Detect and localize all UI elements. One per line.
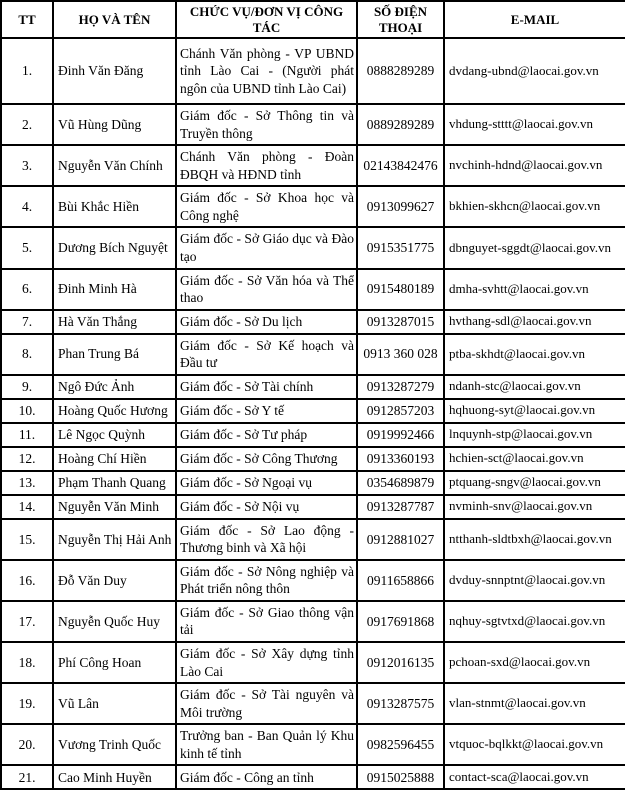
position-cell: Giám đốc - Sở Công Thương — [176, 447, 357, 471]
table-row — [1, 519, 625, 560]
position-cell: Giám đốc - Sở Tài nguyên và Môi trường — [176, 683, 357, 724]
table-row — [1, 38, 625, 104]
tt-cell: 19. — [1, 683, 53, 724]
tt-cell: 1. — [1, 38, 53, 104]
name-cell: Phạm Thanh Quang — [53, 471, 176, 495]
table-row — [1, 375, 625, 399]
col-header-phone: SỐ ĐIỆN THOẠI — [357, 1, 444, 38]
tt-cell: 13. — [1, 471, 53, 495]
name-cell: Đỗ Văn Duy — [53, 560, 176, 601]
phone-cell: 02143842476 — [357, 145, 444, 186]
name-cell: Dương Bích Nguyệt — [53, 227, 176, 268]
table-row — [1, 227, 625, 268]
phone-cell: 0913 360 028 — [357, 334, 444, 375]
position-cell: Giám đốc - Sở Khoa học và Công nghệ — [176, 186, 357, 227]
position-cell: Giám đốc - Sở Tài chính — [176, 375, 357, 399]
table-row — [1, 724, 625, 765]
tt-cell: 18. — [1, 642, 53, 683]
phone-cell: 0889289289 — [357, 104, 444, 145]
name-cell: Hoàng Chí Hiền — [53, 447, 176, 471]
table-row — [1, 145, 625, 186]
phone-cell: 0915480189 — [357, 269, 444, 310]
position-cell: Chánh Văn phòng - VP UBND tỉnh Lào Cai - (Người phát ngôn của UBND tỉnh Lào Cai) — [176, 38, 357, 104]
name-cell: Nguyễn Văn Minh — [53, 495, 176, 519]
name-cell: Phan Trung Bá — [53, 334, 176, 375]
name-cell: Đinh Minh Hà — [53, 269, 176, 310]
position-cell: Giám đốc - Sở Xây dựng tỉnh Lào Cai — [176, 642, 357, 683]
name-cell: Phí Công Hoan — [53, 642, 176, 683]
tt-cell: 5. — [1, 227, 53, 268]
phone-cell: 0913360193 — [357, 447, 444, 471]
phone-cell: 0915351775 — [357, 227, 444, 268]
name-cell: Nguyễn Quốc Huy — [53, 601, 176, 642]
phone-cell: 0913287279 — [357, 375, 444, 399]
tt-cell: 12. — [1, 447, 53, 471]
tt-cell: 11. — [1, 423, 53, 447]
email-cell: hqhuong-syt@laocai.gov.vn — [444, 399, 625, 423]
email-cell: nvchinh-hdnd@laocai.gov.vn — [444, 145, 625, 186]
phone-cell: 0911658866 — [357, 560, 444, 601]
name-cell: Bùi Khắc Hiền — [53, 186, 176, 227]
table-row — [1, 186, 625, 227]
phone-cell: 0915025888 — [357, 765, 444, 789]
table-row — [1, 765, 625, 789]
phone-cell: 0888289289 — [357, 38, 444, 104]
email-cell: dmha-svhtt@laocai.gov.vn — [444, 269, 625, 310]
tt-cell: 8. — [1, 334, 53, 375]
table-row — [1, 495, 625, 519]
name-cell: Hà Văn Thắng — [53, 310, 176, 334]
position-cell: Giám đốc - Sở Thông tin và Truyền thông — [176, 104, 357, 145]
table-row — [1, 601, 625, 642]
email-cell: ndanh-stc@laocai.gov.vn — [444, 375, 625, 399]
email-cell: nvminh-snv@laocai.gov.vn — [444, 495, 625, 519]
email-cell: ntthanh-sldtbxh@laocai.gov.vn — [444, 519, 625, 560]
email-cell: contact-sca@laocai.gov.vn — [444, 765, 625, 789]
email-cell: hchien-sct@laocai.gov.vn — [444, 447, 625, 471]
position-cell: Chánh Văn phòng - Đoàn ĐBQH và HĐND tỉnh — [176, 145, 357, 186]
phone-cell: 0912016135 — [357, 642, 444, 683]
phone-cell: 0912857203 — [357, 399, 444, 423]
email-cell: ptquang-sngv@laocai.gov.vn — [444, 471, 625, 495]
phone-cell: 0913099627 — [357, 186, 444, 227]
header-row — [1, 1, 625, 38]
email-cell: vhdung-stttt@laocai.gov.vn — [444, 104, 625, 145]
position-cell: Giám đốc - Sở Tư pháp — [176, 423, 357, 447]
email-cell: pchoan-sxd@laocai.gov.vn — [444, 642, 625, 683]
name-cell: Vũ Hùng Dũng — [53, 104, 176, 145]
table-row — [1, 447, 625, 471]
tt-cell: 17. — [1, 601, 53, 642]
position-cell: Giám đốc - Sở Du lịch — [176, 310, 357, 334]
name-cell: Đinh Văn Đăng — [53, 38, 176, 104]
tt-cell: 9. — [1, 375, 53, 399]
email-cell: nqhuy-sgtvtxd@laocai.gov.vn — [444, 601, 625, 642]
position-cell: Giám đốc - Sở Nội vụ — [176, 495, 357, 519]
phone-cell: 0913287575 — [357, 683, 444, 724]
name-cell: Hoàng Quốc Hương — [53, 399, 176, 423]
table-row — [1, 471, 625, 495]
phone-cell: 0354689879 — [357, 471, 444, 495]
email-cell: vtquoc-bqlkkt@laocai.gov.vn — [444, 724, 625, 765]
email-cell: hvthang-sdl@laocai.gov.vn — [444, 310, 625, 334]
col-header-email: E-MAIL — [444, 1, 625, 38]
position-cell: Giám đốc - Sở Lao động - Thương binh và Xã hội — [176, 519, 357, 560]
table-row — [1, 642, 625, 683]
position-cell: Giám đốc - Sở Y tế — [176, 399, 357, 423]
name-cell: Vương Trinh Quốc — [53, 724, 176, 765]
phone-cell: 0913287015 — [357, 310, 444, 334]
tt-cell: 7. — [1, 310, 53, 334]
table-row — [1, 399, 625, 423]
tt-cell: 3. — [1, 145, 53, 186]
tt-cell: 4. — [1, 186, 53, 227]
phone-cell: 0982596455 — [357, 724, 444, 765]
phone-cell: 0912881027 — [357, 519, 444, 560]
phone-cell: 0913287787 — [357, 495, 444, 519]
table-row — [1, 310, 625, 334]
phone-cell: 0919992466 — [357, 423, 444, 447]
phone-cell: 0917691868 — [357, 601, 444, 642]
name-cell: Ngô Đức Ảnh — [53, 375, 176, 399]
col-header-position: CHỨC VỤ/ĐƠN VỊ CÔNG TÁC — [176, 1, 357, 38]
tt-cell: 20. — [1, 724, 53, 765]
email-cell: dvdang-ubnd@laocai.gov.vn — [444, 38, 625, 104]
tt-cell: 2. — [1, 104, 53, 145]
table-row — [1, 269, 625, 310]
email-cell: lnquynh-stp@laocai.gov.vn — [444, 423, 625, 447]
col-header-name: HỌ VÀ TÊN — [53, 1, 176, 38]
tt-cell: 14. — [1, 495, 53, 519]
name-cell: Nguyễn Văn Chính — [53, 145, 176, 186]
email-cell: dbnguyet-sggdt@laocai.gov.vn — [444, 227, 625, 268]
col-header-tt: TT — [1, 1, 53, 38]
email-cell: ptba-skhdt@laocai.gov.vn — [444, 334, 625, 375]
position-cell: Giám đốc - Sở Giáo dục và Đào tạo — [176, 227, 357, 268]
position-cell: Giám đốc - Sở Nông nghiệp và Phát triển nông thôn — [176, 560, 357, 601]
table-row — [1, 423, 625, 447]
tt-cell: 6. — [1, 269, 53, 310]
tt-cell: 15. — [1, 519, 53, 560]
tt-cell: 21. — [1, 765, 53, 789]
name-cell: Vũ Lân — [53, 683, 176, 724]
tt-cell: 16. — [1, 560, 53, 601]
position-cell: Giám đốc - Sở Giao thông vận tải — [176, 601, 357, 642]
name-cell: Cao Minh Huyền — [53, 765, 176, 789]
table-row — [1, 560, 625, 601]
table-row — [1, 104, 625, 145]
table-row — [1, 683, 625, 724]
table-row — [1, 334, 625, 375]
name-cell: Nguyễn Thị Hải Anh — [53, 519, 176, 560]
tt-cell: 10. — [1, 399, 53, 423]
name-cell: Lê Ngọc Quỳnh — [53, 423, 176, 447]
position-cell: Giám đốc - Sở Ngoại vụ — [176, 471, 357, 495]
email-cell: vlan-stnmt@laocai.gov.vn — [444, 683, 625, 724]
position-cell: Giám đốc - Công an tỉnh — [176, 765, 357, 789]
email-cell: dvduy-snnptnt@laocai.gov.vn — [444, 560, 625, 601]
email-cell: bkhien-skhcn@laocai.gov.vn — [444, 186, 625, 227]
position-cell: Giám đốc - Sở Văn hóa và Thể thao — [176, 269, 357, 310]
position-cell: Giám đốc - Sở Kế hoạch và Đầu tư — [176, 334, 357, 375]
position-cell: Trưởng ban - Ban Quản lý Khu kinh tế tỉnh — [176, 724, 357, 765]
